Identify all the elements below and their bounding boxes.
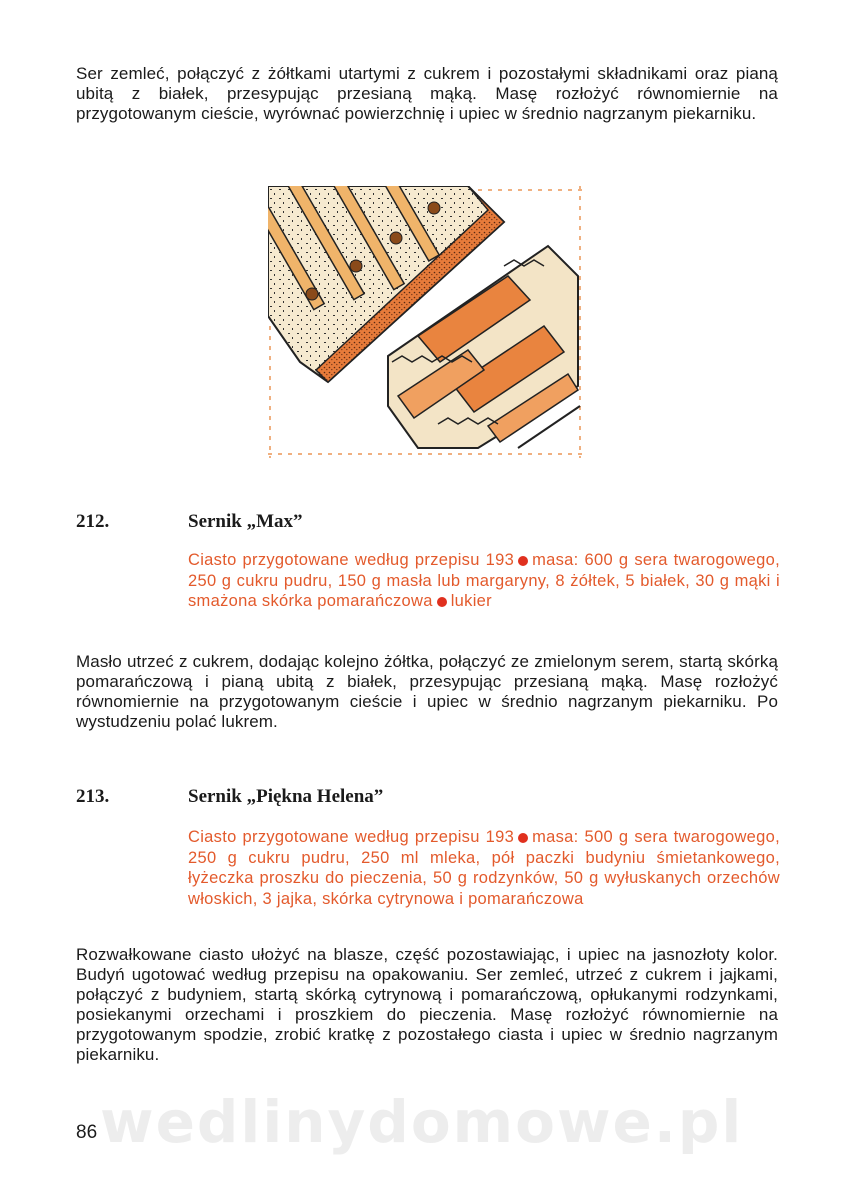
bullet-dot-icon (518, 556, 528, 566)
ingredients-list (188, 827, 780, 909)
recipe-title: Sernik „Max” (188, 511, 303, 532)
recipe-method: Rozwałkowane ciasto ułożyć na blasze, część pozostawiając, i upiec na jasnozłoty kolor. Budyń ugotować według przepisu na opakowaniu. Ser zemleć, utrzeć z cukrem i jajkami, połączyć z budyniem, startą skórką cytrynową i pomarańczową, opłukanymi rodzynkami, posiekanymi orzechami i proszkiem do pieczenia. Masę rozłożyć równomiernie na przygotowanym spodzie, zrobić kratkę z pozostałego ciasta i upiec w średnio nagrzanym piekarniku. (76, 945, 778, 1064)
recipe-method: Masło utrzeć z cukrem, dodając kolejno żółtka, połączyć ze zmielonym serem, startą skórką pomarańczową i pianą ubitą z białek, przesypując przesianą mąką. Masę rozłożyć równomiernie na przygotowanym cieście i upiec w średnio nagrzanym piekarniku. Po wystudzeniu polać lukrem. (76, 652, 778, 731)
ingredient-item: lukier (450, 592, 492, 610)
watermark: wedlinydomowe.pl (100, 1088, 744, 1156)
intro-paragraph: Ser zemleć, połączyć z żółtkami utartymi z cukrem i pozostałymi składnikami oraz pianą ubitą z białek, przesypując przesianą mąką. Masę rozłożyć równomiernie na przygotowanym cieście, wyrównać powierzchnię i upiec w średnio nagrzanym piekarniku. (76, 64, 778, 123)
ingredient-item: masa: 500 g sera twarogowego, 250 g cukru pudru, 250 ml mleka, pół paczki budyniu śmietankowego, łyżeczka proszku do pieczenia, 50 g rodzynków, 50 g wyłuskanych orzechów włoskich, 3 jajka, skórka cytrynowa i pomarańczowa (188, 828, 780, 908)
page-number: 86 (76, 1122, 98, 1143)
ingredients-list (188, 550, 780, 612)
recipe-title: Sernik „Piękna Helena” (188, 786, 384, 807)
cheesecake-illustration (268, 186, 584, 458)
recipe-number: 213. (76, 786, 110, 807)
ingredient-item: Ciasto przygotowane według przepisu 193 (188, 828, 515, 846)
recipe-number: 212. (76, 511, 110, 532)
ingredient-item: Ciasto przygotowane według przepisu 193 (188, 551, 515, 569)
ingredient-item: masa: 600 g sera twarogowego, 250 g cukru pudru, 150 g masła lub margaryny, 8 żółtek, 5 białek, 30 g mąki i smażona skórka pomarańczowa (188, 551, 780, 610)
bullet-dot-icon (437, 597, 447, 607)
bullet-dot-icon (518, 833, 528, 843)
